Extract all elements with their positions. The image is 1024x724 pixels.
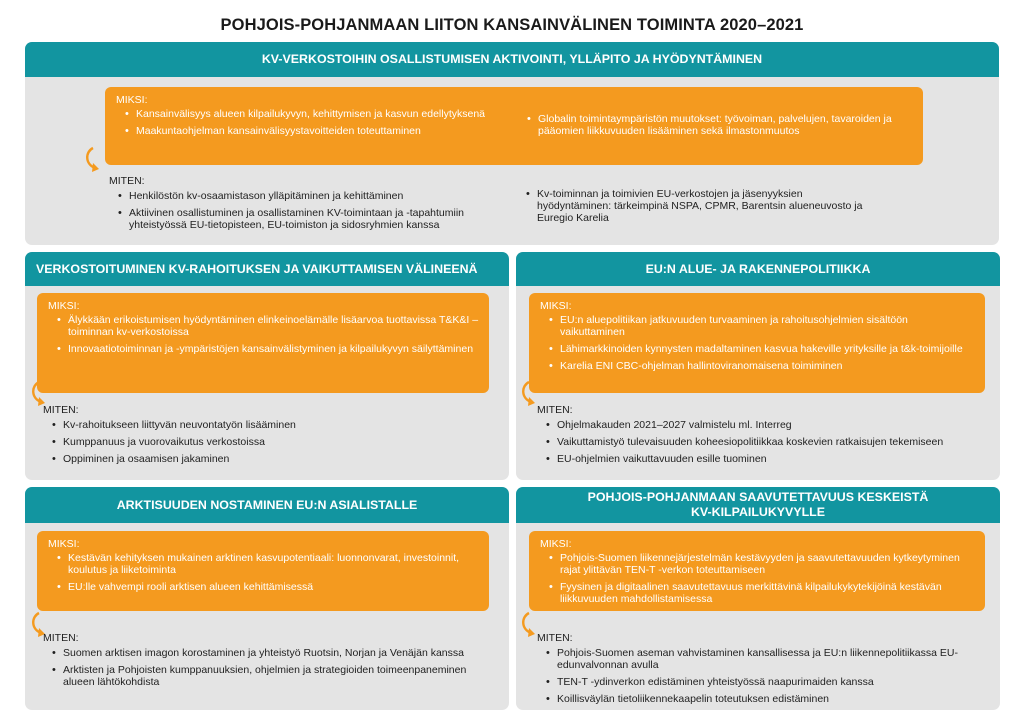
list-item: • TEN-T -ydinverkon edistäminen yhteistyössä naapurimaiden kanssa bbox=[537, 676, 987, 688]
panel-header: ARKTISUUDEN NOSTAMINEN EU:N ASIALISTALLE bbox=[25, 487, 509, 523]
miten-label: MITEN: bbox=[109, 175, 145, 187]
miten-left-column bbox=[109, 175, 469, 236]
panel-kv-funding bbox=[25, 252, 509, 480]
miksi-label: MIKSI: bbox=[48, 538, 80, 550]
miksi-box bbox=[105, 87, 923, 165]
panel-accessibility bbox=[516, 487, 1000, 710]
miksi-label: MIKSI: bbox=[116, 94, 148, 106]
miten-label: MITEN: bbox=[43, 404, 79, 416]
list-item: • Henkilöstön kv-osaamistason ylläpitäminen ja kehittäminen bbox=[109, 190, 469, 202]
list-item: • Karelia ENI CBC-ohjelman hallintoviranomaisena toimiminen bbox=[540, 360, 975, 372]
list-item: • Innovaatiotoiminnan ja -ympäristöjen kansainvälistyminen ja kilpailukyvyn säilyttäminen bbox=[48, 343, 479, 355]
panel-header bbox=[516, 487, 1000, 523]
list-item: • Lähimarkkinoiden kynnysten madaltaminen kasvua hakeville yrityksille ja t&k-toimijoille bbox=[540, 343, 975, 355]
miten-label: MITEN: bbox=[43, 632, 79, 644]
miten-column bbox=[537, 404, 987, 470]
list-item: • Kv-toiminnan ja toimivien EU-verkostojen ja jäsenyyksien hyödyntäminen: tärkeimpinä NSPA, CPMR, Barentsin alueneuvosto ja Euregio Karelia bbox=[517, 188, 867, 224]
list-item: • Kumppanuus ja vuorovaikutus verkostoissa bbox=[43, 436, 493, 448]
panel-header: EU:N ALUE- JA RAKENNEPOLITIIKKA bbox=[516, 252, 1000, 286]
miksi-left-column bbox=[116, 94, 486, 142]
list-item: • Kestävän kehityksen mukainen arktinen kasvupotentiaali: luonnonvarat, investoinnit, koulutus ja liiketoiminta bbox=[48, 552, 479, 576]
list-item: • Oppiminen ja osaamisen jakaminen bbox=[43, 453, 493, 465]
list-item: • Ohjelmakauden 2021–2027 valmistelu ml. Interreg bbox=[537, 419, 987, 431]
list-item: • Kansainvälisyys alueen kilpailukyvyn, kehittymisen ja kasvun edellytyksenä bbox=[116, 108, 486, 120]
panel-header-line: POHJOIS-POHJANMAAN SAAVUTETTAVUUS KESKEISTÄ bbox=[587, 490, 929, 504]
list-item: • Aktiivinen osallistuminen ja osallistaminen KV-toimintaan ja -tapahtumiin yhteistyössä EU-tietopisteen, EU-toimiston ja sidosryhmien kanssa bbox=[109, 207, 469, 231]
miten-right-column bbox=[517, 188, 867, 229]
list-item: • Vaikuttamistyö tulevaisuuden koheesiopolitiikkaa koskevien ratkaisujen tekemiseen bbox=[537, 436, 987, 448]
miten-column bbox=[537, 632, 987, 710]
list-item: • Pohjois-Suomen liikennejärjestelmän kestävyyden ja saavutettavuuden kytkeytyminen rajat ylittävän TEN-T -verkon toteuttamiseen bbox=[540, 552, 975, 576]
list-item: • EU:n aluepolitiikan jatkuvuuden turvaaminen ja rahoitusohjelmien sisältöön vaikuttaminen bbox=[540, 314, 975, 338]
list-item: • Fyysinen ja digitaalinen saavutettavuus merkittävinä kilpailukykytekijöinä kestävän liikkuvuuden mahdollistamisessa bbox=[540, 581, 975, 605]
list-item: • Arktisten ja Pohjoisten kumppanuuksien, ohjelmien ja strategioiden toimeenpaneminen alueen lähtökohdista bbox=[43, 664, 493, 688]
miksi-box bbox=[529, 293, 985, 393]
miten-label: MITEN: bbox=[537, 632, 573, 644]
miten-label: MITEN: bbox=[537, 404, 573, 416]
list-item: • Suomen arktisen imagon korostaminen ja yhteistyö Ruotsin, Norjan ja Venäjän kanssa bbox=[43, 647, 493, 659]
list-item: • EU-ohjelmien vaikuttavuuden esille tuominen bbox=[537, 453, 987, 465]
panel-kv-networks bbox=[25, 42, 999, 245]
curved-arrow-icon bbox=[83, 146, 105, 176]
miksi-label: MIKSI: bbox=[540, 300, 572, 312]
list-item: • Kv-rahoitukseen liittyvän neuvontatyön lisääminen bbox=[43, 419, 493, 431]
miten-column bbox=[43, 404, 493, 470]
list-item: • Älykkään erikoistumisen hyödyntäminen elinkeinoelämälle lisäarvoa tuottavissa T&K&I –toiminnan kv-verkostoissa bbox=[48, 314, 479, 338]
panel-header-line: KV-KILPAILUKYVYLLE bbox=[690, 505, 825, 519]
miksi-right-column bbox=[518, 113, 898, 142]
miksi-box bbox=[37, 293, 489, 393]
miksi-box bbox=[37, 531, 489, 611]
page-title: POHJOIS-POHJANMAAN LIITON KANSAINVÄLINEN TOIMINTA 2020–2021 bbox=[220, 16, 804, 34]
panel-eu-regional-policy bbox=[516, 252, 1000, 480]
miksi-box bbox=[529, 531, 985, 611]
list-item: • Koillisväylän tietoliikennekaapelin toteutuksen edistäminen bbox=[537, 693, 987, 705]
panel-arctic bbox=[25, 487, 509, 710]
panel-header: KV-VERKOSTOIHIN OSALLISTUMISEN AKTIVOINTI, YLLÄPITO JA HYÖDYNTÄMINEN bbox=[25, 42, 999, 77]
panel-header: VERKOSTOITUMINEN KV-RAHOITUKSEN JA VAIKUTTAMISEN VÄLINEENÄ bbox=[25, 252, 509, 286]
list-item: • Pohjois-Suomen aseman vahvistaminen kansallisessa ja EU:n liikennepolitiikassa EU-edunvalvonnan avulla bbox=[537, 647, 987, 671]
miten-column bbox=[43, 632, 493, 693]
miksi-label: MIKSI: bbox=[48, 300, 80, 312]
list-item: • EU:lle vahvempi rooli arktisen alueen kehittämisessä bbox=[48, 581, 479, 593]
list-item: • Maakuntaohjelman kansainvälisyystavoitteiden toteuttaminen bbox=[116, 125, 486, 137]
list-item: • Globalin toimintaympäristön muutokset: työvoiman, palvelujen, tavaroiden ja pääomien liikkuvuuden lisääminen sekä ilmastonmuutos bbox=[518, 113, 898, 137]
miksi-label: MIKSI: bbox=[540, 538, 572, 550]
